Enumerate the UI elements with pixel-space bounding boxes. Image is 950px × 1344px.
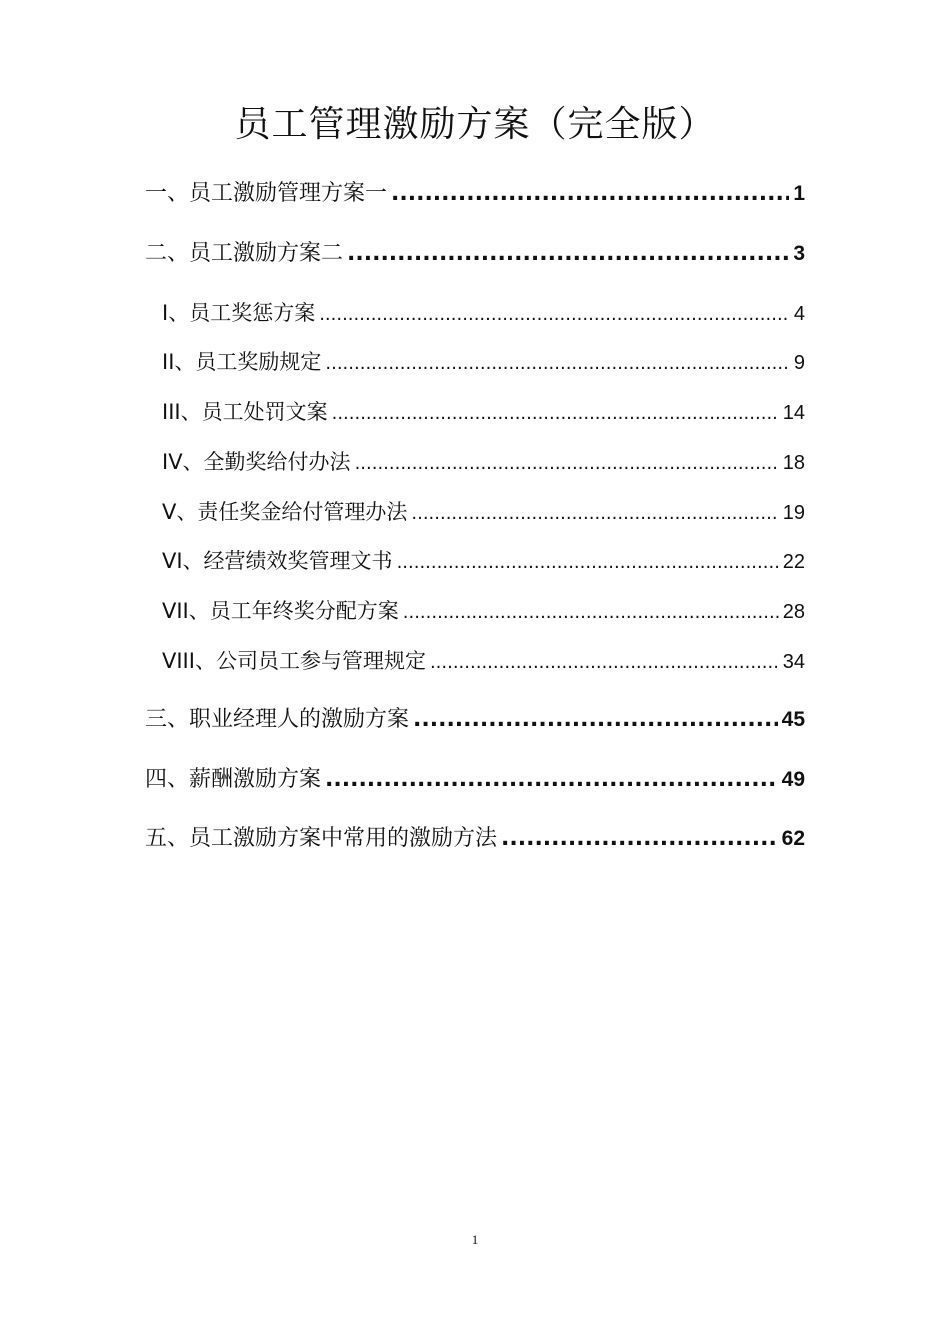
toc-leader xyxy=(325,348,789,380)
toc-entry[interactable] xyxy=(162,645,805,677)
toc-entry-page: 19 xyxy=(782,502,805,524)
toc-entry[interactable] xyxy=(145,178,805,210)
toc-entry-title: 一、员工激励管理方案一 xyxy=(145,181,388,206)
toc-leader xyxy=(391,178,789,210)
toc-leader xyxy=(397,547,779,579)
toc-entry-title: 三、职业经理人的激励方案 xyxy=(145,707,410,732)
document-title: 员工管理激励方案（完全版） xyxy=(234,104,716,145)
toc-entry[interactable] xyxy=(162,297,805,329)
toc-entry[interactable] xyxy=(162,446,805,478)
toc-entry-page: 1 xyxy=(793,182,805,205)
toc-entry[interactable] xyxy=(162,545,805,577)
toc-entry-page: 14 xyxy=(782,402,805,424)
toc-entry-title: II、员工奖励规定 xyxy=(162,350,322,374)
page-number: 1 xyxy=(471,1232,479,1247)
toc-entry-page: 22 xyxy=(782,551,805,573)
toc-entry-title: 二、员工激励方案二 xyxy=(145,241,344,266)
toc-entry[interactable] xyxy=(162,496,805,528)
toc-entry-title: 四、薪酬激励方案 xyxy=(145,767,322,792)
toc-leader xyxy=(325,764,778,796)
toc-entry[interactable] xyxy=(162,396,805,428)
toc-entry-title: V、责任奖金给付管理办法 xyxy=(162,500,408,524)
toc-entry[interactable] xyxy=(145,704,805,736)
toc-entry-page: 3 xyxy=(793,242,805,265)
toc-entry-page: 4 xyxy=(793,303,805,325)
toc-leader xyxy=(347,238,789,270)
toc-entry-title: VI、经营绩效奖管理文书 xyxy=(162,549,393,573)
toc-leader xyxy=(411,498,778,530)
toc-leader xyxy=(413,704,778,736)
toc-leader xyxy=(355,448,779,480)
toc-entry-title: 五、员工激励方案中常用的激励方法 xyxy=(145,826,498,851)
toc-entry[interactable] xyxy=(145,238,805,270)
toc-entry-page: 18 xyxy=(782,452,805,474)
toc-entry-title: IV、全勤奖给付办法 xyxy=(162,450,351,474)
toc-entry-page: 34 xyxy=(782,651,805,673)
toc-entry-title: I、员工奖惩方案 xyxy=(162,301,316,325)
toc-entry-page: 28 xyxy=(782,601,805,623)
toc-entry-page: 62 xyxy=(781,827,805,850)
toc-entry[interactable] xyxy=(145,823,805,855)
toc-entry-title: III、员工处罚文案 xyxy=(162,400,328,424)
toc-entry[interactable] xyxy=(162,346,805,378)
toc-entry-page: 45 xyxy=(781,708,805,731)
toc-leader xyxy=(332,398,779,430)
toc-entry-page: 9 xyxy=(793,352,805,374)
toc-leader xyxy=(403,597,779,629)
toc-leader xyxy=(430,647,779,679)
toc-entry-title: VIII、公司员工参与管理规定 xyxy=(162,649,426,673)
toc-leader xyxy=(501,823,778,855)
toc-entry[interactable] xyxy=(145,764,805,796)
toc-entry-title: VII、员工年终奖分配方案 xyxy=(162,599,399,623)
toc-entry-page: 49 xyxy=(781,768,805,791)
toc-leader xyxy=(319,299,790,331)
toc-entry[interactable] xyxy=(162,595,805,627)
